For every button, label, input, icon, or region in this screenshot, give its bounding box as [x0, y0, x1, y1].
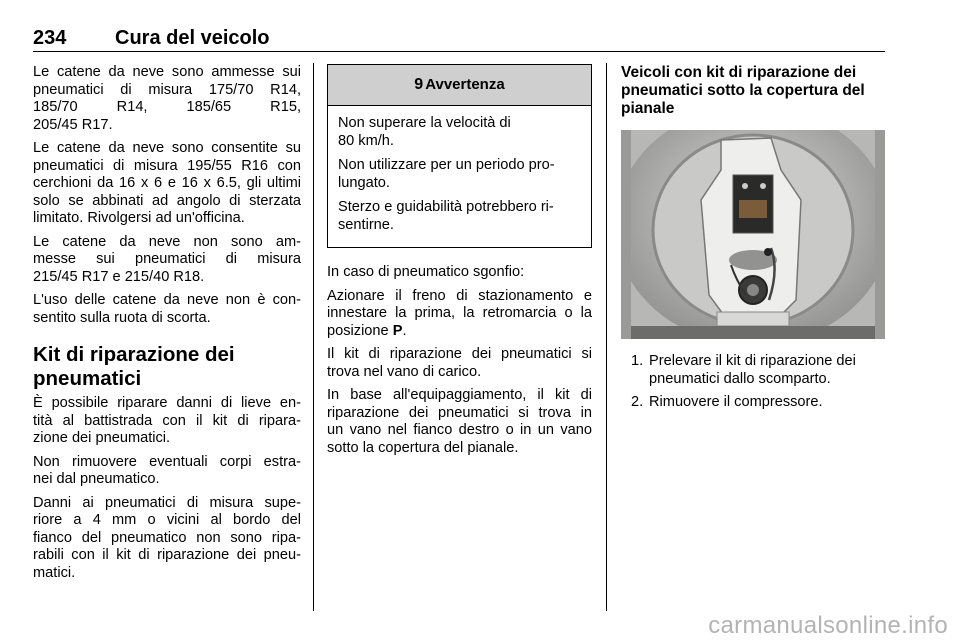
paragraph-spare-wheel — [33, 292, 301, 327]
warning-steering — [338, 199, 581, 234]
gear-p-label: P — [392, 322, 403, 339]
text-line: sentirne. — [338, 216, 394, 233]
watermark: carmanualsonline.info — [708, 612, 948, 639]
step-1-text — [649, 353, 856, 388]
text-line: Danni ai pneumatici di misura supe- — [33, 494, 301, 511]
text-line: Kit di riparazione dei — [33, 343, 235, 366]
text-line: sentito sulla ruota di scorta. — [33, 309, 211, 326]
text-line: Veicoli con kit di riparazione dei — [621, 64, 857, 81]
step-2-number: 2. — [631, 394, 644, 410]
text-line: limitato. Rivolgersi ad un'officina. — [33, 210, 245, 226]
text-line: Non superare la velocità di — [338, 115, 511, 131]
paragraph-large-damage — [33, 495, 301, 583]
text-line: In base all'equipaggiamento, il kit di — [327, 387, 592, 403]
text-line: In caso di pneumatico sgonfio: — [327, 264, 525, 280]
column-divider-1 — [313, 63, 314, 611]
paragraph-flat-tyre — [327, 264, 592, 282]
text-line: pneumatici sotto la copertura del — [621, 82, 865, 99]
parking-brake-line-3 — [327, 323, 592, 341]
steps-list — [621, 353, 885, 412]
warning-speed-limit — [338, 115, 581, 150]
text-line: riore a 4 mm o vicini al bordo del — [33, 512, 301, 528]
parking-brake-line-2: innestare la prima, la retromarcia o la — [327, 305, 592, 321]
text-line: Le catene da neve sono consentite su — [33, 140, 301, 156]
text-line: pneumatici di misura 175/70 R14, — [33, 81, 301, 98]
page-header — [33, 27, 885, 51]
text-line: Le catene da neve non sono am- — [33, 233, 301, 250]
text-line: sotto la copertura del pianale. — [327, 439, 519, 456]
text-line: messe sui pneumatici di misura — [33, 251, 301, 267]
step-1 — [621, 353, 885, 388]
text-line: Prelevare il kit di riparazione dei — [649, 353, 856, 369]
step-1-number: 1. — [631, 353, 644, 369]
text-line: Non utilizzare per un periodo pro- — [338, 157, 555, 173]
position-label: posizione — [327, 322, 393, 339]
text-line: 205/45 R17. — [33, 116, 113, 133]
column-divider-2 — [606, 63, 607, 611]
page-number: 234 — [33, 27, 67, 49]
paragraph-snow-chains-not-allowed — [33, 234, 301, 287]
warning-triangle-icon: 9 — [414, 76, 424, 94]
text-line: pianale — [621, 100, 675, 117]
text-line: Rimuovere il compressore. — [649, 394, 823, 410]
column-2 — [327, 64, 592, 463]
step-2 — [621, 394, 885, 412]
text-line: zione dei pneumatici. — [33, 430, 171, 446]
paragraph-snow-chains-allowed — [33, 64, 301, 134]
sub-heading-kit-under-floor — [621, 64, 885, 118]
text-line: riparazione dei pneumatici si trova in — [327, 404, 592, 421]
repair-kit-photo — [621, 130, 885, 339]
text-line: nei dal pneumatico. — [33, 471, 160, 487]
column-3 — [621, 64, 885, 418]
text-line: 80 km/h. — [338, 132, 394, 149]
text-line: Non rimuovere eventuali corpi estra- — [33, 453, 301, 470]
header-rule — [33, 51, 885, 52]
text-line: un vano nel fianco destro o in un vano — [327, 422, 592, 438]
paragraph-snow-chains-permitted — [33, 140, 301, 228]
text-line: Sterzo e guidabilità potrebbero ri- — [338, 199, 554, 215]
paragraph-parking-brake — [327, 288, 592, 341]
warning-header — [328, 65, 591, 106]
step-2-text — [649, 394, 823, 412]
warning-duration — [338, 157, 581, 192]
text-line: solo se abbinati ad angolo di sterzata — [33, 192, 301, 209]
text-line: lungato. — [338, 174, 390, 191]
chapter-title: Cura del veicolo — [115, 27, 270, 49]
text-line: pneumatici — [33, 367, 142, 390]
text-line: Le catene da neve sono ammesse sui — [33, 64, 301, 80]
text-line: 215/45 R17 e 215/40 R18. — [33, 268, 205, 285]
paragraph-kit-location — [327, 346, 592, 381]
warning-box — [327, 64, 592, 248]
text-line: fianco del pneumatico non sono ripa- — [33, 529, 301, 546]
text-line: pneumatici di misura 195/55 R16 con — [33, 157, 301, 174]
text-line: È possibile riparare danni di lieve en- — [33, 395, 301, 411]
period: . — [402, 322, 407, 339]
text-line: pneumatici dallo scomparto. — [649, 370, 831, 387]
text-line: cerchioni da 16 x 6 e 16 x 6.5, gli ultimi — [33, 175, 301, 191]
text-line: matici. — [33, 564, 76, 581]
warning-title: Avvertenza — [425, 76, 505, 94]
paragraph-minor-damage — [33, 395, 301, 448]
section-heading-repair-kit — [33, 343, 301, 391]
text-line: 185/70 R14, 185/65 R15, — [33, 99, 301, 115]
column-1 — [33, 64, 301, 588]
text-line: Il kit di riparazione dei pneumatici si — [327, 346, 592, 362]
text-line: rabili con il kit di riparazione dei pneu- — [33, 547, 301, 563]
trunk-compartment-illustration — [621, 130, 885, 339]
paragraph-foreign-bodies — [33, 454, 301, 489]
warning-body — [328, 106, 591, 247]
text-line: L'uso delle catene da neve non è con- — [33, 292, 301, 308]
text-line: tità al battistrada con il kit di ripara- — [33, 412, 301, 429]
paragraph-equipment — [327, 387, 592, 457]
parking-brake-line-1: Azionare il freno di stazionamento e — [327, 287, 592, 304]
text-line: trova nel vano di carico. — [327, 363, 482, 380]
